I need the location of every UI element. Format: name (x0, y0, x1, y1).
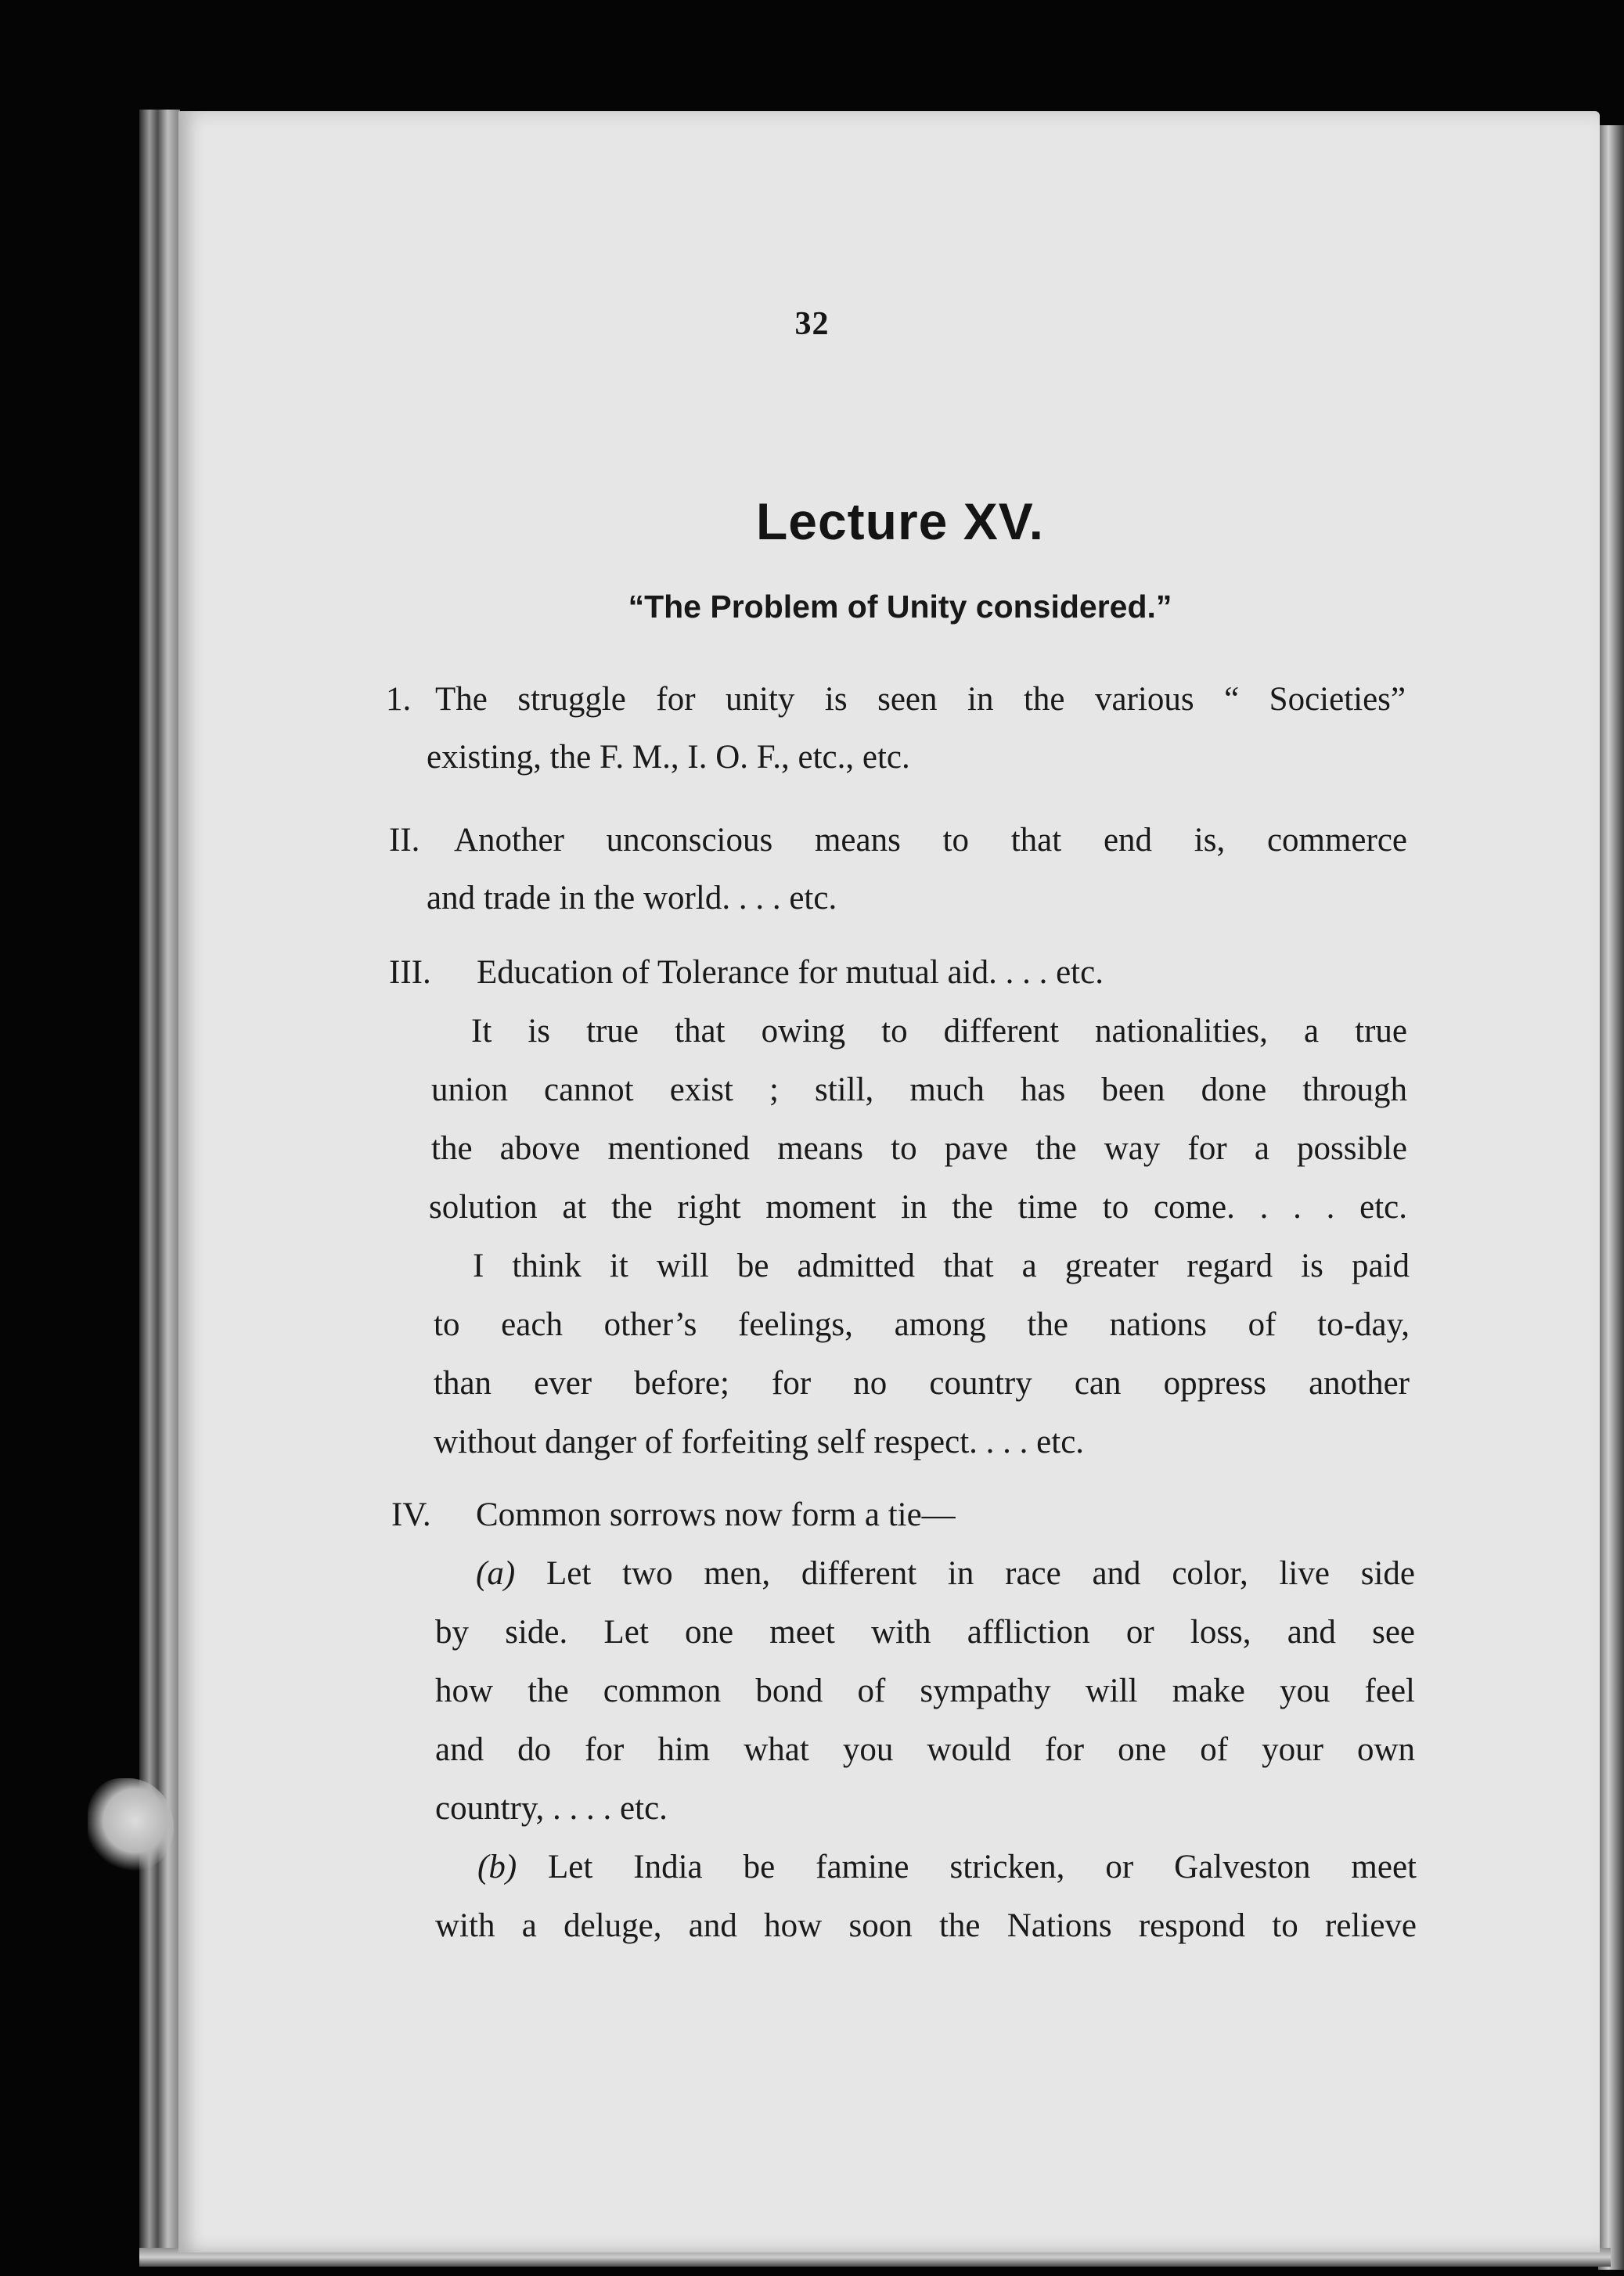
text-line: and do for him what you would for one of your own (435, 1731, 1415, 1768)
text-line: to each other’s feelings, among the nations of to-day, (434, 1306, 1410, 1343)
text-line: Let two men, different in race and color, live side (546, 1555, 1415, 1592)
text-line: with a deluge, and how soon the Nations respond to relieve (435, 1907, 1417, 1944)
text-line: I think it will be admitted that a greater regard is paid (473, 1248, 1410, 1284)
book-right-edge (1598, 125, 1624, 2270)
text-line: by side. Let one meet with affliction or loss, and see (435, 1614, 1415, 1651)
text-line: Let India be famine stricken, or Galveston meet (548, 1849, 1417, 1885)
book-spine-edge (139, 110, 180, 2266)
section-numeral: IV. (391, 1496, 431, 1533)
section-numeral: III. (389, 954, 431, 991)
section-numeral: 1. (386, 681, 412, 718)
text-line: union cannot exist ; still, much has been done through (431, 1071, 1407, 1108)
lecture-subtitle: “The Problem of Unity considered.” (628, 589, 1172, 625)
paper-tear-mark (88, 1778, 174, 1872)
text-line: country, . . . . etc. (435, 1790, 668, 1827)
text-line: than ever before; for no country can oppress another (434, 1365, 1410, 1402)
text-line: how the common bond of sympathy will make you feel (435, 1673, 1415, 1709)
subsection-label: (b) (477, 1849, 517, 1885)
text-line: solution at the right moment in the time to come. . . . etc. (429, 1189, 1407, 1226)
text-line: and trade in the world. . . . etc. (427, 880, 837, 917)
text-line: without danger of forfeiting self respect. . . . etc. (434, 1424, 1085, 1460)
text-line: existing, the F. M., I. O. F., etc., etc. (427, 739, 910, 776)
text-line: The struggle for unity is seen in the various “ Societies” (435, 681, 1406, 718)
section-numeral: II. (389, 822, 420, 859)
text-line: It is true that owing to different nationalities, a true (471, 1013, 1407, 1050)
text-line: Education of Tolerance for mutual aid. . . . etc. (477, 954, 1104, 991)
lecture-title: Lecture XV. (755, 492, 1045, 550)
page-number: 32 (794, 306, 830, 342)
subsection-label: (a) (476, 1555, 516, 1592)
text-line: Another unconscious means to that end is, commerce (454, 822, 1407, 859)
text-line: Common sorrows now form a tie— (476, 1496, 956, 1533)
text-line: the above mentioned means to pave the way for a possible (431, 1130, 1407, 1167)
